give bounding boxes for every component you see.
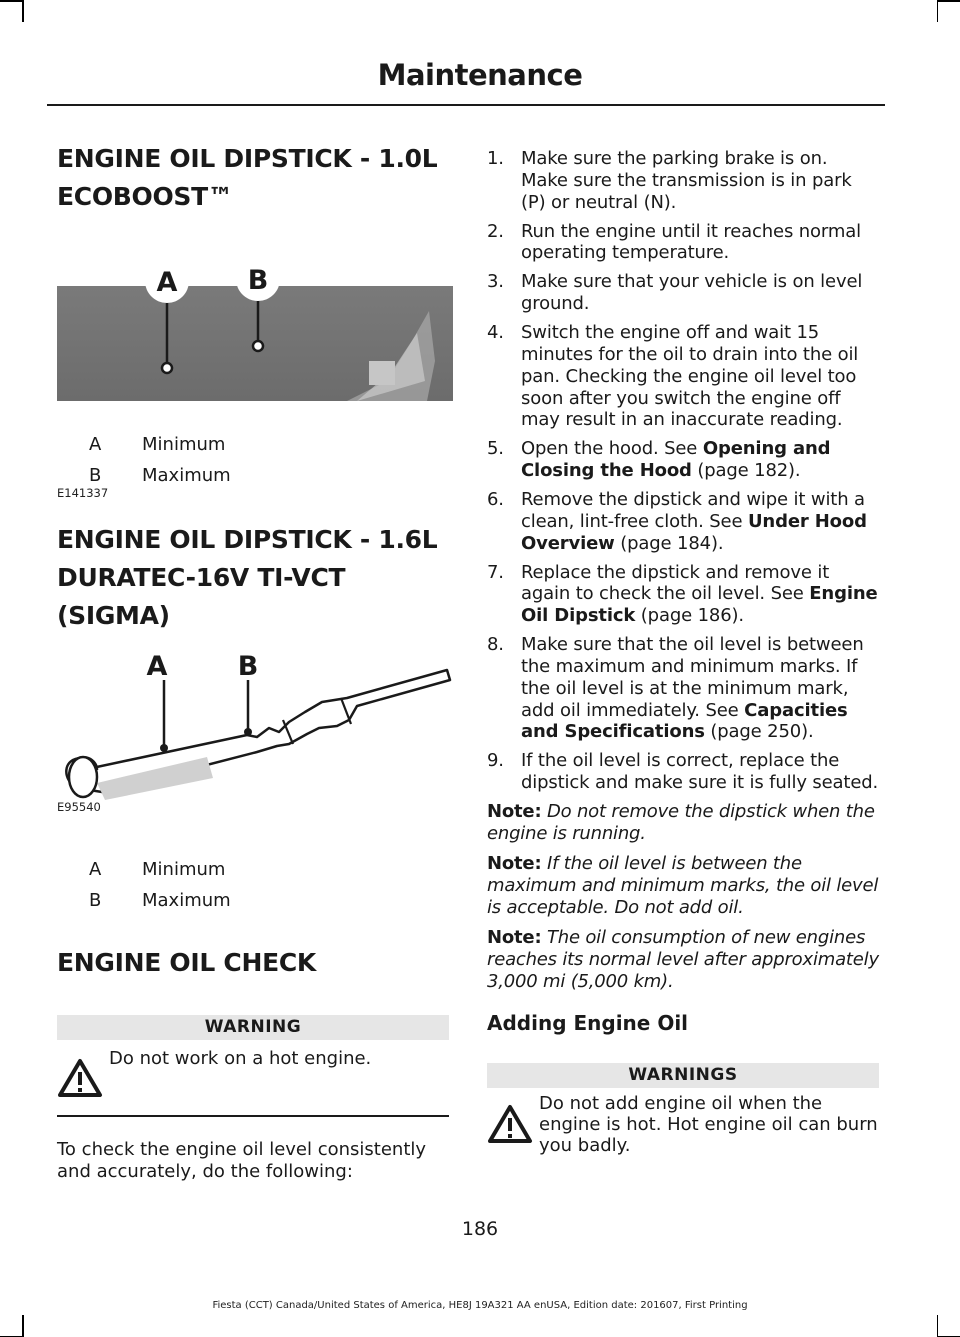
warnings-box [487,1063,879,1160]
legend-key: A [89,434,102,455]
page-header-title: Maintenance [377,58,583,92]
legend-row [57,885,449,916]
step-text: Make sure that your vehicle is on level ground. [521,271,863,315]
legend-label: Minimum [142,434,226,455]
warning-title: WARNING [57,1015,449,1040]
legend-row [57,429,449,460]
step-text: Switch the engine off and wait 15 minutes for the oil to drain into the oil pan. Checking the engine oil level too soon after you switch the engine off may result in an inaccurate reading. [521,322,859,431]
step-text: Remove the dipstick and wipe it with a clean, lint-free cloth. See [521,489,865,532]
legend-label: Maximum [142,465,231,486]
step-text: Run the engine until it reaches normal operating temperature. [521,220,861,264]
cross-reference-link[interactable]: Under Hood Overview [521,510,867,554]
step-number: 7. [487,561,504,583]
callout-b: B [247,265,269,296]
legend-row [57,854,449,885]
footer-edition-info: Fiesta (CCT) Canada/United States of America, HE8J 19A321 AA enUSA, Edition date: 201607, First Printing [212,1300,748,1311]
list-item [487,322,879,431]
note-label: Note: [487,801,542,823]
cross-reference-link[interactable]: Capacities and Specifications [521,699,848,743]
warning-box [57,1015,449,1117]
step-number: 8. [487,634,504,656]
right-column [487,148,879,1160]
dipstick-line-illustration [57,640,453,815]
list-item [487,221,879,265]
note-text: If the oil level is between the maximum and minimum marks, the oil level is acceptable. Do not add oil. [487,853,879,919]
warnings-text: Do not add engine oil when the engine is hot. Hot engine oil can burn you badly. [539,1093,878,1157]
crop-mark [937,1315,939,1337]
callout-a: A [146,651,168,682]
list-item [487,750,879,794]
cross-reference-link[interactable]: Opening and Closing the Hood [521,438,831,482]
step-number: 2. [487,220,504,242]
header-rule [47,104,885,106]
steps-list [487,148,879,794]
note-label: Note: [487,853,542,875]
step-number: 9. [487,750,504,772]
step-text: Make sure that the oil level is between the maximum and minimum marks. If the oil level is at the minimum mark, add oil immediately. See [521,634,864,721]
note-paragraph [487,801,879,845]
crop-mark [22,0,24,22]
legend-key: B [89,465,102,486]
step-number: 3. [487,271,504,293]
list-item [487,489,879,554]
legend-1-6l [57,854,449,916]
warning-triangle-icon [487,1104,533,1144]
step-text: Open the hood. See [521,438,703,460]
warning-triangle-icon [57,1058,103,1098]
legend-key: B [89,890,102,911]
step-page-ref: (page 186). [635,605,744,627]
left-column [57,140,449,1183]
step-page-ref: (page 184). [614,532,724,554]
legend-row [57,460,449,491]
step-text: Make sure the parking brake is on. Make sure the transmission is in park (P) or neutral (N). [521,148,852,213]
warning-body [57,1040,449,1115]
step-number: 4. [487,322,504,344]
section-heading-1-0l: ENGINE OIL DIPSTICK - 1.0L ECOBOOST™ [57,144,438,211]
legend-key: A [89,859,102,880]
warning-rule [57,1115,449,1117]
crop-mark [22,1315,24,1337]
figure-id: E95540 [57,800,101,814]
warning-text: Do not work on a hot engine. [109,1048,372,1069]
callout-a: A [156,267,178,298]
list-item [487,634,879,743]
legend-label: Minimum [142,859,226,880]
step-text: If the oil level is correct, replace the dipstick and make sure it is fully seated. [521,750,879,794]
list-item [487,271,879,315]
legend-label: Maximum [142,890,231,911]
step-page-ref: (page 182). [691,460,801,482]
crop-mark [938,0,960,2]
warnings-title: WARNINGS [487,1063,879,1088]
list-item [487,148,879,213]
note-text: The oil consumption of new engines reaches its normal level after approximately 3,000 mi (5,000 km). [487,927,879,993]
callout-b: B [237,651,259,682]
note-paragraph [487,853,879,919]
cross-reference-link[interactable]: Engine Oil Dipstick [521,583,878,627]
list-item [487,562,879,627]
warnings-body [487,1088,879,1160]
dipstick-photo-illustration [57,221,453,401]
step-page-ref: (page 250). [704,721,814,743]
crop-mark [937,0,939,22]
step-number: 1. [487,148,504,169]
step-text: Replace the dipstick and remove it again to check the oil level. See [521,561,830,605]
subheading-adding-oil: Adding Engine Oil [487,1011,689,1036]
figure-1-6l-dipstick [57,640,449,830]
note-text: Do not remove the dipstick when the engine is running. [487,801,875,845]
intro-paragraph: To check the engine oil level consistently and accurately, do the following: [57,1138,427,1182]
list-item [487,438,879,482]
section-heading-oil-check: ENGINE OIL CHECK [57,948,316,977]
page-number: 186 [461,1218,499,1240]
step-number: 5. [487,438,504,460]
step-number: 6. [487,489,504,511]
legend-1-0l [57,429,449,491]
figure-id: E141337 [57,486,109,500]
note-label: Note: [487,927,542,949]
crop-mark [0,0,22,2]
section-heading-1-6l: ENGINE OIL DIPSTICK - 1.6L DURATEC-16V TI-VCT (SIGMA) [57,525,438,630]
note-paragraph [487,927,879,993]
